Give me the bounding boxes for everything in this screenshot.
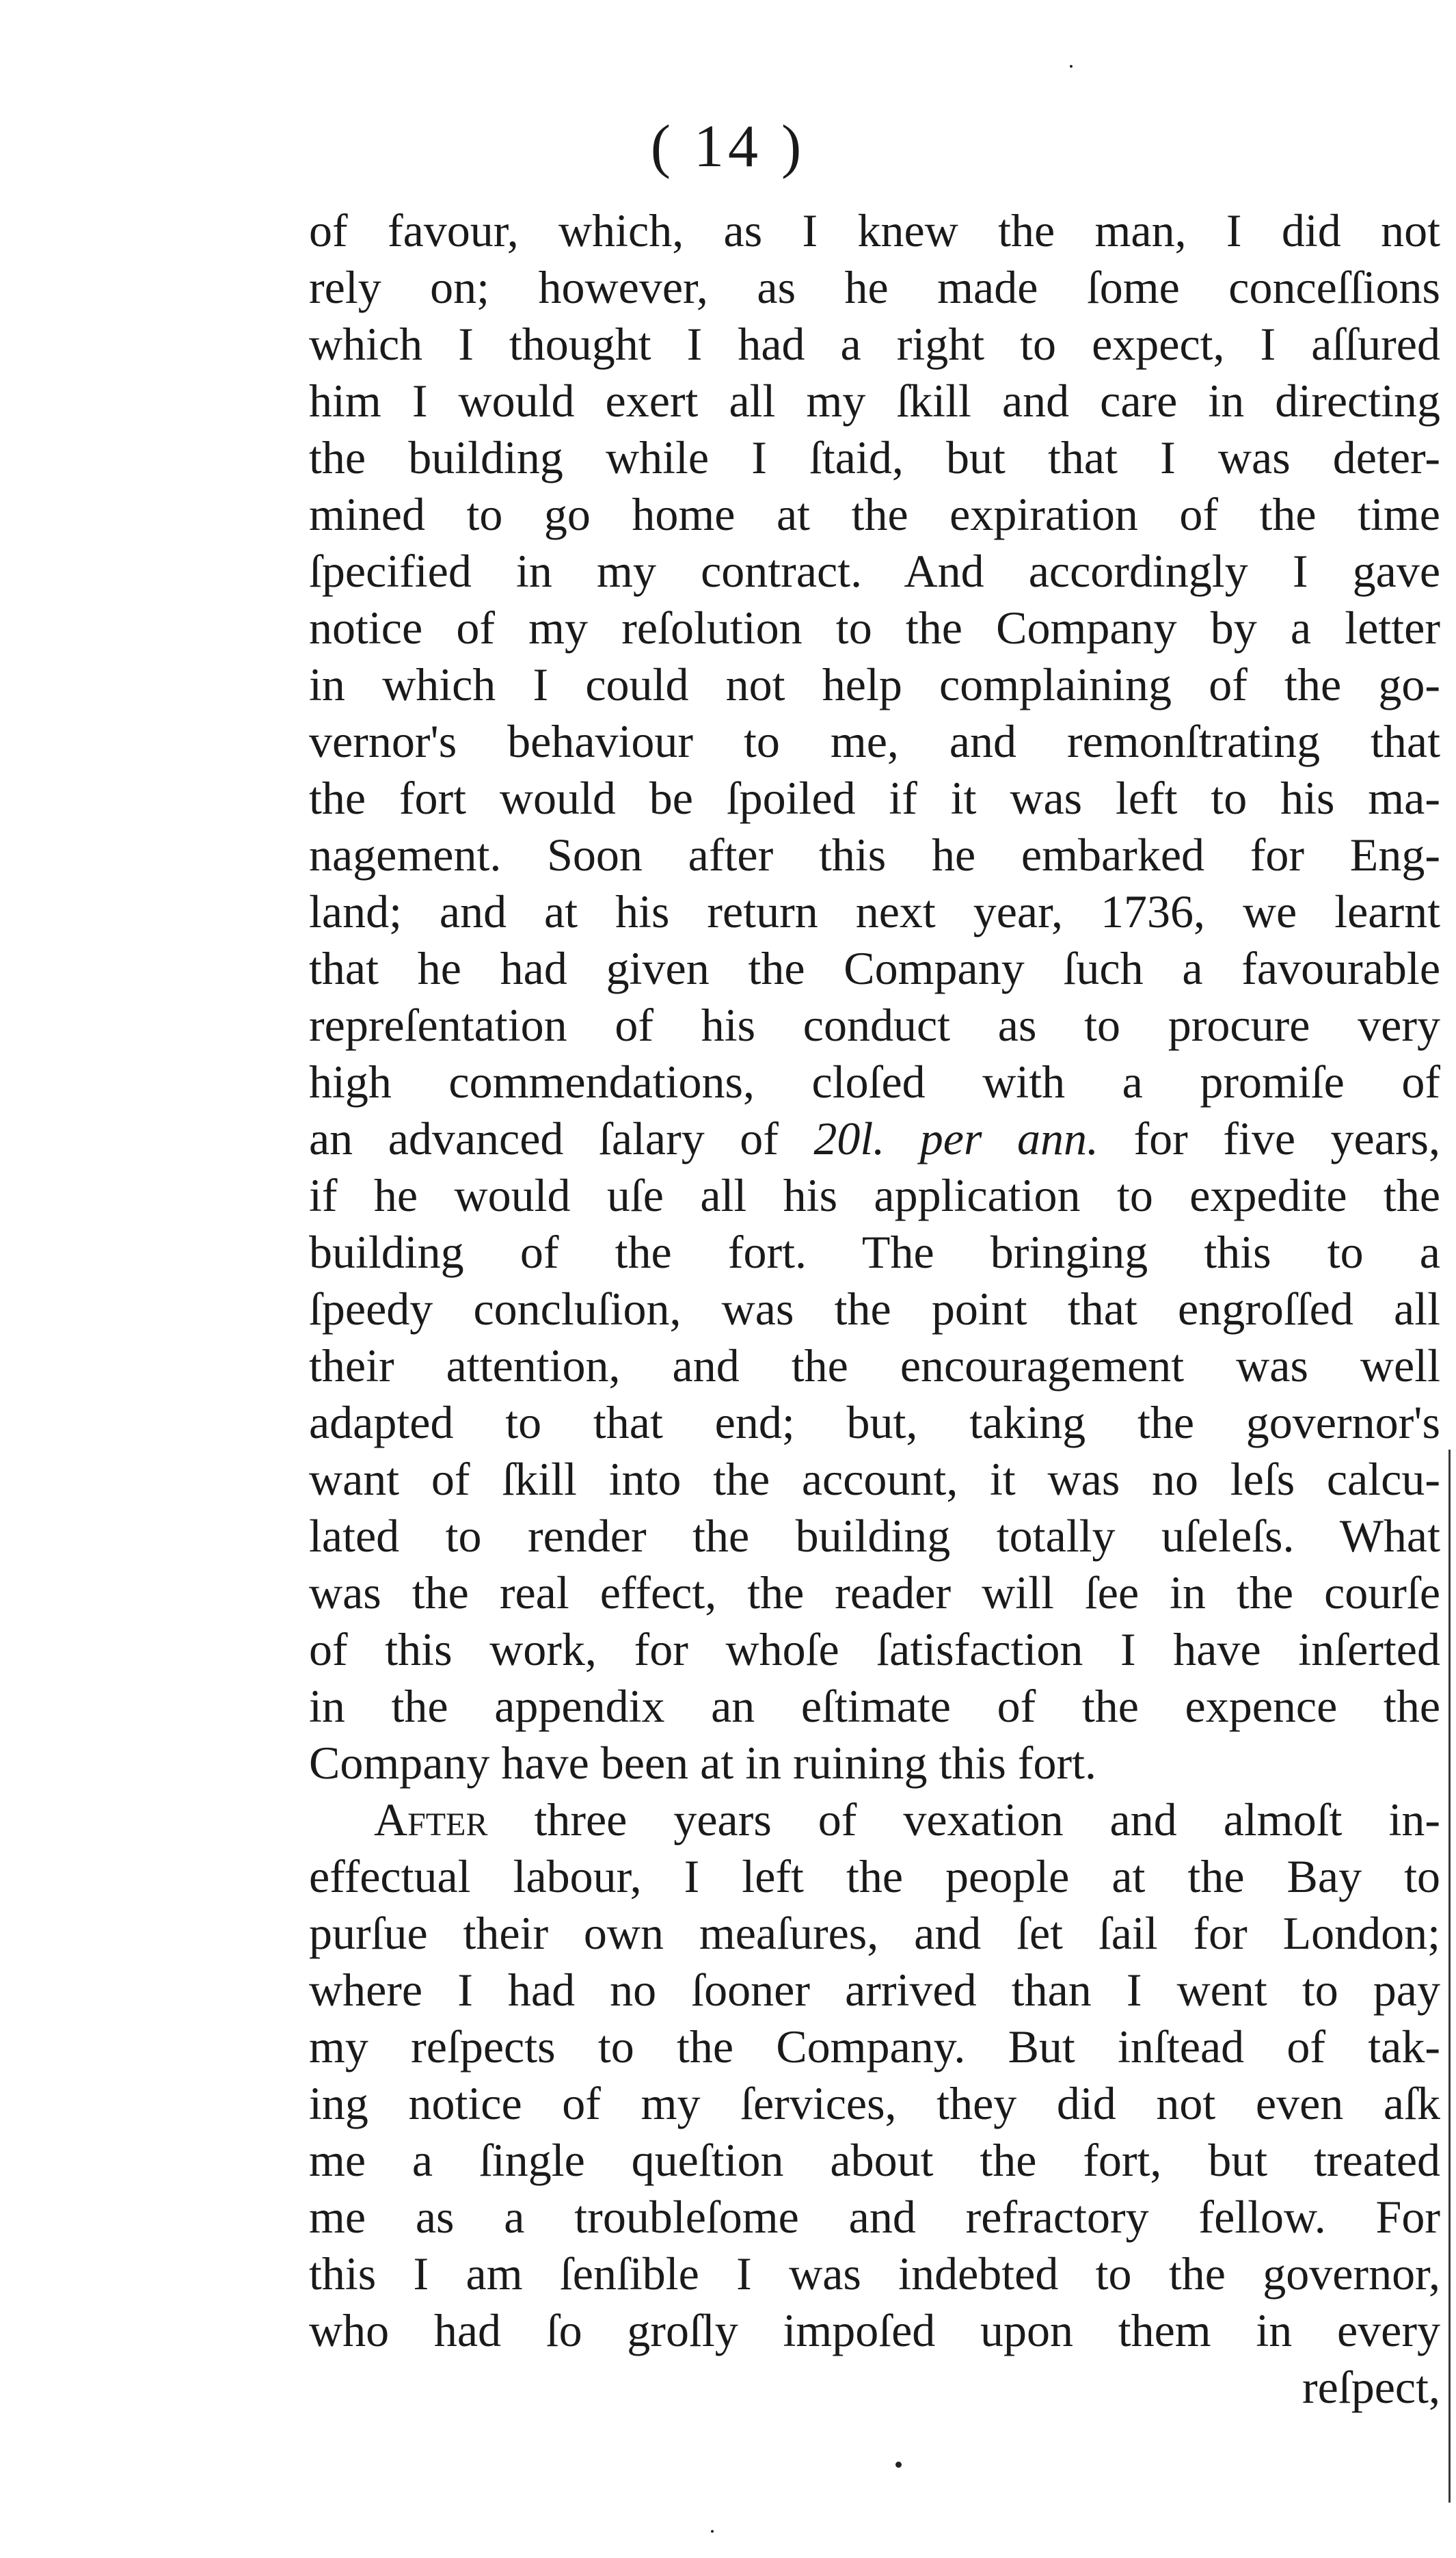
text-line: him I would exert all my ſkill and care in directing <box>309 375 1440 427</box>
first-line-rest: three years of vexation and almoſt in- <box>487 1794 1440 1846</box>
text-line: in which I could not help complaining of the go- <box>309 658 1440 710</box>
text-line: nagement. Soon after this he embarked for Eng- <box>309 829 1440 881</box>
text-line: ing notice of my ſervices, they did not even aſk <box>309 2077 1440 2129</box>
text-line: where I had no ſooner arrived than I went to pay <box>309 1964 1440 2016</box>
text-line: rely on; however, as he made ſome conceſſions <box>309 261 1440 313</box>
text-line: effectual labour, I left the people at the Bay to <box>309 1850 1440 1902</box>
catchword: reſpect, <box>1302 2361 1440 2413</box>
text-line: lated to render the building totally uſeleſs. What <box>309 1510 1440 1562</box>
text-line: who had ſo groſly impoſed upon them in every <box>309 2304 1440 2356</box>
salary-amount: 20l. per ann. <box>813 1113 1098 1164</box>
text-line: purſue their own meaſures, and ſet ſail for London; <box>309 1907 1440 1959</box>
text-line: their attention, and the encouragement was well <box>309 1340 1440 1391</box>
text-line: if he would uſe all his application to expedite the <box>309 1169 1440 1221</box>
text-line: land; and at his return next year, 1736, we learnt <box>309 885 1440 937</box>
ink-speck <box>895 2462 902 2468</box>
text-line: adapted to that end; but, taking the governor's <box>309 1396 1440 1448</box>
ink-speck <box>711 2530 714 2533</box>
text-line: repreſentation of his conduct as to procure very <box>309 999 1440 1051</box>
text-line: which I thought I had a right to expect, I aſſured <box>309 318 1440 370</box>
text-line: that he had given the Company ſuch a favourable <box>309 942 1440 994</box>
text-line: the building while I ſtaid, but that I was deter- <box>309 431 1440 483</box>
text-line: mined to go home at the expiration of the time <box>309 488 1440 540</box>
page-number: ( 14 ) <box>650 114 806 180</box>
text-line: my reſpects to the Company. But inſtead of tak- <box>309 2021 1440 2073</box>
ink-speck <box>1070 65 1073 68</box>
text-line-salary <box>309 1110 1440 1167</box>
text-line: me a ſingle queſtion about the fort, but treated <box>309 2134 1440 2186</box>
salary-after: for five years, <box>1098 1113 1440 1164</box>
text-line: of favour, which, as I knew the man, I did not <box>309 204 1440 256</box>
paragraph-2-first-line <box>309 1791 1440 1848</box>
text-line: the fort would be ſpoiled if it was left to his ma- <box>309 772 1440 824</box>
text-line: ſpecified in my contract. And accordingly I gave <box>309 545 1440 597</box>
body-text <box>309 202 1440 2416</box>
text-line: want of ſkill into the account, it was no leſs calcu- <box>309 1453 1440 1505</box>
small-caps-opening-word: After <box>374 1794 488 1846</box>
text-line: high commendations, cloſed with a promiſe of <box>309 1056 1440 1108</box>
text-line: vernor's behaviour to me, and remonſtrating that <box>309 715 1440 767</box>
text-line: notice of my reſolution to the Company by a letter <box>309 602 1440 654</box>
text-line: was the real effect, the reader will ſee in the courſe <box>309 1567 1440 1618</box>
text-line: building of the fort. The bringing this to a <box>309 1226 1440 1278</box>
text-line: Company have been at in ruining this fort. <box>309 1737 1096 1789</box>
text-line: this I am ſenſible I was indebted to the governor, <box>309 2248 1440 2300</box>
text-line: in the appendix an eſtimate of the expence the <box>309 1680 1440 1732</box>
text-line: me as a troubleſome and refractory fellow. For <box>309 2191 1440 2243</box>
salary-before: an advanced ſalary of <box>309 1113 814 1164</box>
text-line: of this work, for whoſe ſatisfaction I have inſerted <box>309 1623 1440 1675</box>
text-line: ſpeedy concluſion, was the point that engroſſed all <box>309 1283 1440 1335</box>
page-edge-shadow <box>1448 1450 1451 2503</box>
